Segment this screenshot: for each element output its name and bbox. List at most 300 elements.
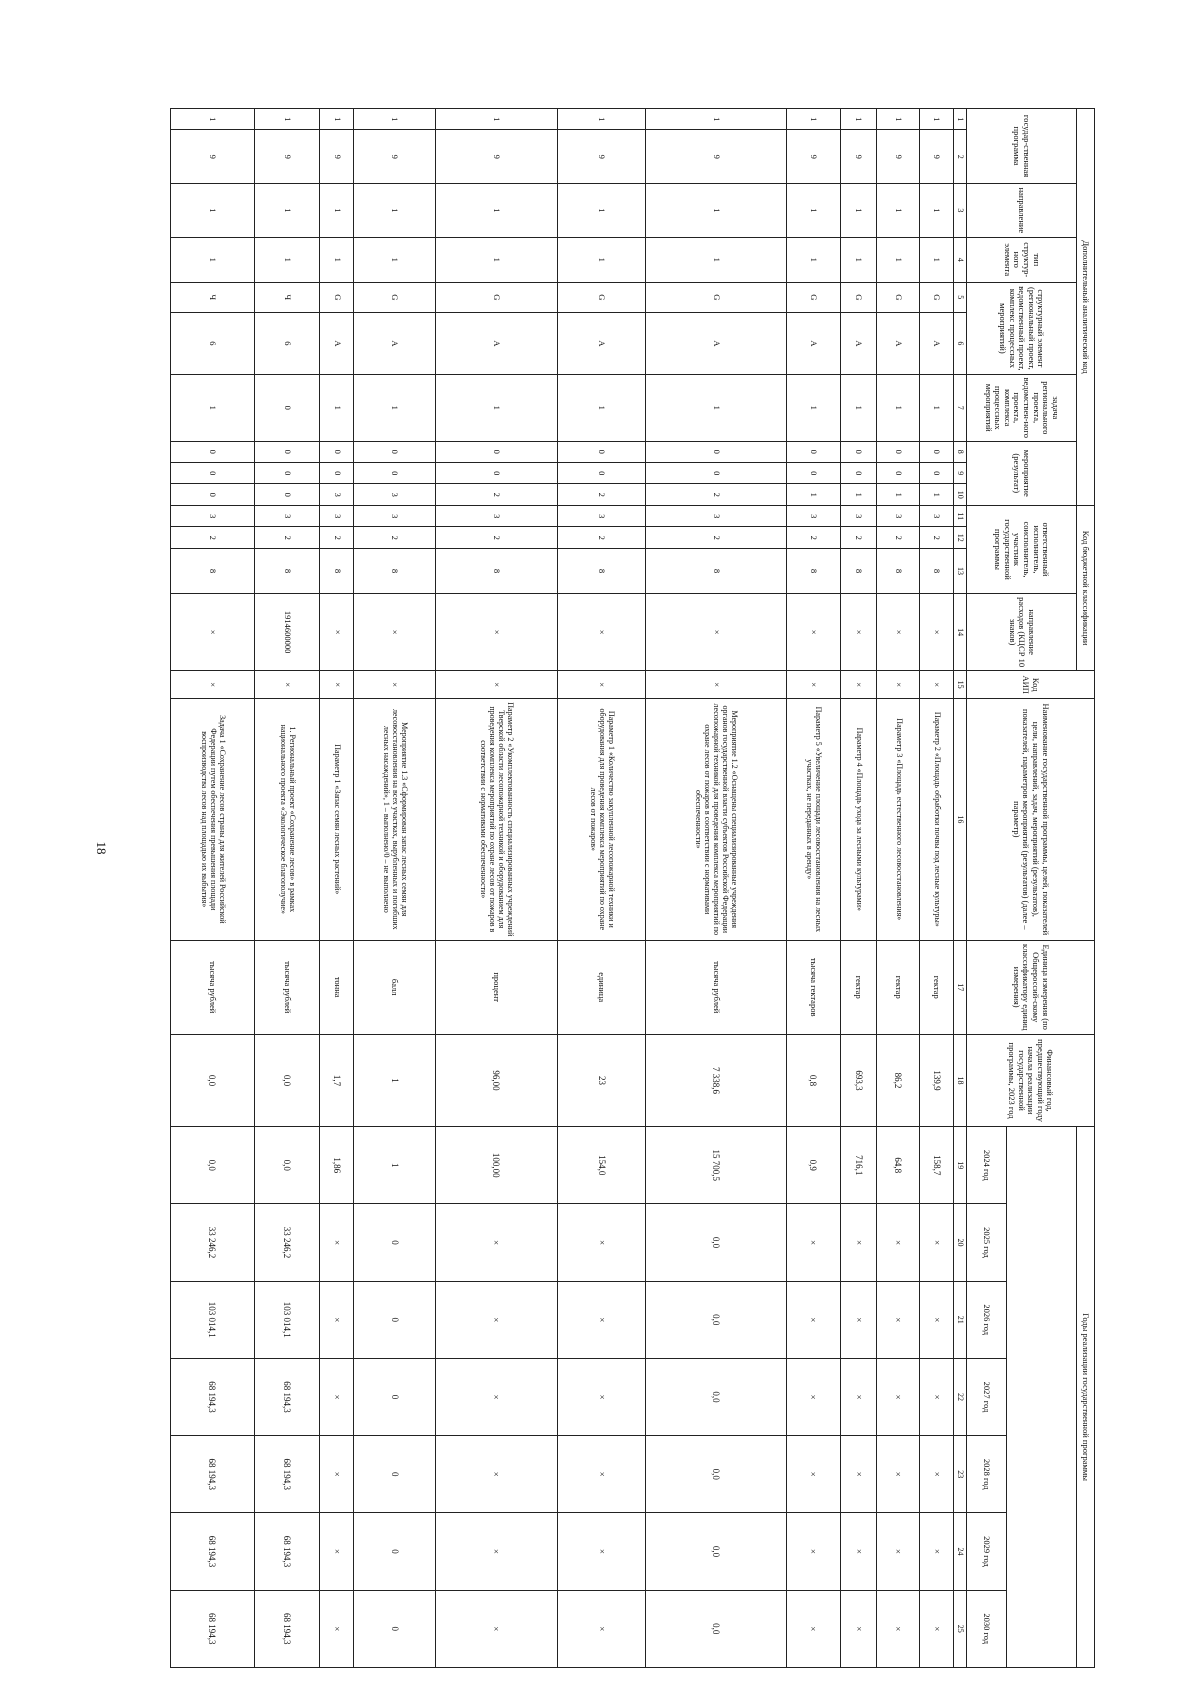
row-value-2026: 103 014,1 bbox=[254, 1281, 320, 1358]
row-code-c9: 0 bbox=[786, 462, 840, 483]
row-value-2027: × bbox=[435, 1358, 557, 1435]
row-code-c7: 1 bbox=[558, 375, 646, 442]
table-row bbox=[254, 109, 320, 1668]
row-code-c13: 8 bbox=[840, 548, 876, 593]
row-code-c15: × bbox=[877, 671, 920, 699]
row-value-2023: 86,2 bbox=[877, 1034, 920, 1126]
row-value-2024: 64,8 bbox=[877, 1127, 920, 1204]
row-value-2025: × bbox=[435, 1204, 557, 1281]
row-code-c2: 9 bbox=[320, 130, 354, 184]
row-value-2029: × bbox=[320, 1513, 354, 1590]
column-number: 10 bbox=[954, 484, 967, 506]
column-number: 16 bbox=[954, 699, 967, 940]
row-value-2025: × bbox=[786, 1204, 840, 1281]
row-code-c4: 1 bbox=[840, 237, 876, 282]
row-code-c7: 1 bbox=[435, 375, 557, 442]
row-code-c1: 1 bbox=[435, 109, 557, 130]
row-value-2028: 68 194,3 bbox=[254, 1436, 320, 1513]
row-value-2026: × bbox=[840, 1281, 876, 1358]
column-number: 20 bbox=[954, 1204, 967, 1281]
header-measure: мероприятие (результат) bbox=[967, 441, 1077, 505]
row-value-2027: × bbox=[877, 1358, 920, 1435]
column-number: 14 bbox=[954, 593, 967, 670]
header-struct-type: тип структур-ного элемента bbox=[967, 237, 1077, 282]
row-code-c9: 0 bbox=[171, 462, 255, 483]
row-code-c4: 1 bbox=[354, 237, 435, 282]
table-body bbox=[171, 109, 954, 1668]
row-code-c13: 8 bbox=[435, 548, 557, 593]
row-code-c15: × bbox=[171, 671, 255, 699]
row-code-c8: 0 bbox=[254, 441, 320, 462]
row-code-c5: G bbox=[877, 282, 920, 312]
header-struct-element: структурный элемент (региональный проект, ведомственный проект, комплекс процессных мероприятий) bbox=[967, 282, 1077, 374]
row-code-c1: 1 bbox=[558, 109, 646, 130]
row-code-c12: 2 bbox=[254, 527, 320, 548]
row-value-2028: × bbox=[877, 1436, 920, 1513]
page-number: 18 bbox=[94, 841, 109, 855]
row-value-2028: × bbox=[320, 1436, 354, 1513]
row-value-2026: × bbox=[435, 1281, 557, 1358]
row-value-2028: × bbox=[558, 1436, 646, 1513]
row-code-c1: 1 bbox=[171, 109, 255, 130]
row-code-c1: 1 bbox=[646, 109, 786, 130]
row-code-c14: × bbox=[354, 593, 435, 670]
row-value-2025: 33 246,2 bbox=[254, 1204, 320, 1281]
row-code-c12: 2 bbox=[320, 527, 354, 548]
row-value-2023: 7 338,6 bbox=[646, 1034, 786, 1126]
row-value-2028: 0,0 bbox=[646, 1436, 786, 1513]
row-code-c6: 6 bbox=[171, 312, 255, 374]
row-value-2024: 0,9 bbox=[786, 1127, 840, 1204]
row-code-c2: 9 bbox=[840, 130, 876, 184]
row-code-c7: 1 bbox=[840, 375, 876, 442]
header-direction: направление bbox=[967, 184, 1077, 238]
row-code-c3: 1 bbox=[840, 184, 876, 238]
row-code-c4: 1 bbox=[920, 237, 954, 282]
row-code-c7: 1 bbox=[786, 375, 840, 442]
column-number: 19 bbox=[954, 1127, 967, 1204]
row-code-c7: 1 bbox=[320, 375, 354, 442]
row-code-c9: 0 bbox=[840, 462, 876, 483]
row-value-2023: 23 bbox=[558, 1034, 646, 1126]
row-value-2025: × bbox=[920, 1204, 954, 1281]
row-unit-cell: единица bbox=[558, 940, 646, 1034]
row-code-c12: 2 bbox=[171, 527, 255, 548]
row-code-c2: 9 bbox=[254, 130, 320, 184]
row-code-c3: 1 bbox=[171, 184, 255, 238]
header-program: государ-ственная программа bbox=[967, 109, 1077, 184]
row-code-c13: 8 bbox=[558, 548, 646, 593]
row-value-2026: × bbox=[920, 1281, 954, 1358]
row-code-c7: 1 bbox=[877, 375, 920, 442]
row-code-c9: 0 bbox=[877, 462, 920, 483]
row-code-c5: G bbox=[558, 282, 646, 312]
column-number: 21 bbox=[954, 1281, 967, 1358]
group-header-years: Годы реализации государственной программы bbox=[1077, 1127, 1095, 1668]
row-value-2024: 1 bbox=[354, 1127, 435, 1204]
row-code-c10: 2 bbox=[558, 484, 646, 506]
row-code-c12: 2 bbox=[646, 527, 786, 548]
row-code-c11: 3 bbox=[877, 506, 920, 527]
row-value-2030: × bbox=[877, 1590, 920, 1667]
row-code-c11: 3 bbox=[786, 506, 840, 527]
row-value-2023: 0,0 bbox=[171, 1034, 255, 1126]
row-value-2029: × bbox=[558, 1513, 646, 1590]
column-number: 4 bbox=[954, 237, 967, 282]
row-value-2028: × bbox=[786, 1436, 840, 1513]
row-value-2029: 0 bbox=[354, 1513, 435, 1590]
column-number: 8 bbox=[954, 441, 967, 462]
row-value-2029: × bbox=[840, 1513, 876, 1590]
table-row bbox=[435, 109, 557, 1668]
row-unit-cell: тонна bbox=[320, 940, 354, 1034]
column-number: 18 bbox=[954, 1034, 967, 1126]
row-code-c13: 8 bbox=[320, 548, 354, 593]
row-value-2024: 1,86 bbox=[320, 1127, 354, 1204]
row-code-c1: 1 bbox=[254, 109, 320, 130]
row-code-c14: × bbox=[786, 593, 840, 670]
row-value-2023: 139,9 bbox=[920, 1034, 954, 1126]
row-value-2025: × bbox=[558, 1204, 646, 1281]
row-code-c9: 0 bbox=[254, 462, 320, 483]
column-number: 25 bbox=[954, 1590, 967, 1667]
header-task: задача регионального проекта, ведомствен-ного проекта, комплекса процессных мероприятий bbox=[967, 375, 1077, 442]
row-value-2030: 0,0 bbox=[646, 1590, 786, 1667]
row-code-c5: G bbox=[354, 282, 435, 312]
column-number: 12 bbox=[954, 527, 967, 548]
row-value-2027: 0,0 bbox=[646, 1358, 786, 1435]
column-number: 11 bbox=[954, 506, 967, 527]
row-name-cell: Параметр 4 «Площадь ухода за лесными культурами» bbox=[840, 699, 876, 940]
row-code-c14: × bbox=[840, 593, 876, 670]
row-code-c10: 3 bbox=[320, 484, 354, 506]
row-unit-cell: тысяча гектаров bbox=[786, 940, 840, 1034]
row-value-2029: 68 194,3 bbox=[171, 1513, 255, 1590]
header-year-2029: 2029 год bbox=[967, 1513, 1007, 1590]
row-code-c1: 1 bbox=[320, 109, 354, 130]
row-code-c3: 1 bbox=[877, 184, 920, 238]
row-code-c10: 0 bbox=[254, 484, 320, 506]
row-value-2029: 68 194,3 bbox=[254, 1513, 320, 1590]
row-value-2024: 15 700,5 bbox=[646, 1127, 786, 1204]
row-value-2029: × bbox=[435, 1513, 557, 1590]
row-code-c12: 2 bbox=[840, 527, 876, 548]
row-code-c8: 0 bbox=[840, 441, 876, 462]
row-code-c4: 1 bbox=[320, 237, 354, 282]
row-value-2027: × bbox=[920, 1358, 954, 1435]
row-code-c11: 3 bbox=[920, 506, 954, 527]
row-code-c11: 3 bbox=[558, 506, 646, 527]
column-number: 5 bbox=[954, 282, 967, 312]
column-number: 17 bbox=[954, 940, 967, 1034]
row-value-2026: × bbox=[320, 1281, 354, 1358]
row-value-2026: × bbox=[558, 1281, 646, 1358]
row-code-c13: 8 bbox=[786, 548, 840, 593]
column-number: 23 bbox=[954, 1436, 967, 1513]
row-code-c13: 8 bbox=[920, 548, 954, 593]
row-name-cell: Параметр 1 «Запас семян лесных растений» bbox=[320, 699, 354, 940]
column-number: 3 bbox=[954, 184, 967, 238]
row-code-c3: 1 bbox=[920, 184, 954, 238]
row-unit-cell: тысяча рублей bbox=[646, 940, 786, 1034]
row-value-2026: × bbox=[786, 1281, 840, 1358]
row-code-c7: 0 bbox=[254, 375, 320, 442]
row-code-c7: 1 bbox=[920, 375, 954, 442]
row-code-c6: А bbox=[920, 312, 954, 374]
row-code-c9: 0 bbox=[435, 462, 557, 483]
row-code-c9: 0 bbox=[320, 462, 354, 483]
row-code-c10: 2 bbox=[435, 484, 557, 506]
row-code-c7: 1 bbox=[171, 375, 255, 442]
row-value-2023: 693,3 bbox=[840, 1034, 876, 1126]
row-value-2024: 0,0 bbox=[254, 1127, 320, 1204]
row-code-c14: × bbox=[920, 593, 954, 670]
row-code-c4: 1 bbox=[254, 237, 320, 282]
row-unit-cell: гектар bbox=[920, 940, 954, 1034]
row-code-c8: 0 bbox=[786, 441, 840, 462]
row-code-c1: 1 bbox=[840, 109, 876, 130]
row-name-cell: Мероприятие 1.3 «Сформирован запас лесных семян для лесовосстановления на всех участках, вырубленных и погибших лесных насаждений», 1 – выполнено/0 – не выполнено bbox=[354, 699, 435, 940]
table-stage bbox=[170, 108, 1095, 1668]
table-row bbox=[920, 109, 954, 1668]
row-code-c1: 1 bbox=[877, 109, 920, 130]
row-code-c3: 1 bbox=[254, 184, 320, 238]
row-value-2028: × bbox=[920, 1436, 954, 1513]
column-numbers-row bbox=[954, 109, 967, 1668]
row-value-2030: 68 194,3 bbox=[254, 1590, 320, 1667]
row-code-c2: 9 bbox=[877, 130, 920, 184]
row-code-c12: 2 bbox=[354, 527, 435, 548]
row-name-cell: Параметр 2 «Укомплектованность специализированных учреждений Тверской области лесопожарной техникой и оборудованием для проведения комплекса мероприятий по охране лесов от пожаров в соответствии с нормативами обеспеченности» bbox=[435, 699, 557, 940]
row-code-c15: × bbox=[320, 671, 354, 699]
header-name: Наименование государственной программы, целей, показателей цели, направлений, задач, мероприятий (результатов), показателей, параметров мероприятий (результатов) (далее – параметр) bbox=[967, 699, 1095, 940]
header-year-2026: 2026 год bbox=[967, 1281, 1007, 1358]
row-code-c10: 0 bbox=[171, 484, 255, 506]
row-code-c3: 1 bbox=[354, 184, 435, 238]
row-name-cell: Параметр 2 «Площадь обработки почвы под лесные культуры» bbox=[920, 699, 954, 940]
row-value-2027: × bbox=[558, 1358, 646, 1435]
row-value-2027: 68 194,3 bbox=[254, 1358, 320, 1435]
row-code-c7: 1 bbox=[646, 375, 786, 442]
row-code-c4: 1 bbox=[786, 237, 840, 282]
row-value-2024: 100,00 bbox=[435, 1127, 557, 1204]
row-value-2026: × bbox=[877, 1281, 920, 1358]
row-code-c8: 0 bbox=[877, 441, 920, 462]
row-value-2029: × bbox=[786, 1513, 840, 1590]
row-code-c6: 6 bbox=[254, 312, 320, 374]
row-code-c4: 1 bbox=[171, 237, 255, 282]
row-code-c6: А bbox=[435, 312, 557, 374]
row-value-2030: × bbox=[840, 1590, 876, 1667]
row-code-c5: G bbox=[840, 282, 876, 312]
row-name-cell: Мероприятие 1.2 «Оснащены специализированные учреждения органов государственной власти субъектов Российской Федерации лесопожарной техникой для проведения комплекса мероприятий по охране лесов от пожаров в соответствии с нормативами обеспеченности» bbox=[646, 699, 786, 940]
row-value-2028: × bbox=[840, 1436, 876, 1513]
table-row bbox=[320, 109, 354, 1668]
row-code-c1: 1 bbox=[786, 109, 840, 130]
column-number: 22 bbox=[954, 1358, 967, 1435]
row-code-c12: 2 bbox=[877, 527, 920, 548]
row-code-c5: Ч bbox=[171, 282, 255, 312]
row-code-c8: 0 bbox=[920, 441, 954, 462]
row-code-c1: 1 bbox=[920, 109, 954, 130]
header-year-2025: 2025 год bbox=[967, 1204, 1007, 1281]
row-value-2030: × bbox=[786, 1590, 840, 1667]
row-code-c15: × bbox=[254, 671, 320, 699]
row-code-c4: 1 bbox=[435, 237, 557, 282]
column-number: 1 bbox=[954, 109, 967, 130]
program-table bbox=[170, 108, 1095, 1668]
row-code-c3: 1 bbox=[435, 184, 557, 238]
row-code-c15: × bbox=[435, 671, 557, 699]
row-code-c2: 9 bbox=[558, 130, 646, 184]
row-value-2025: × bbox=[840, 1204, 876, 1281]
row-code-c14: 1914600000 bbox=[254, 593, 320, 670]
rotated-table-wrapper bbox=[170, 108, 1095, 1668]
table-row bbox=[646, 109, 786, 1668]
header-unit: Единица измерения (по Общероссий-скому классификатору единиц измерения) bbox=[967, 940, 1095, 1034]
row-code-c13: 8 bbox=[877, 548, 920, 593]
row-code-c2: 9 bbox=[646, 130, 786, 184]
row-code-c10: 2 bbox=[646, 484, 786, 506]
row-value-2023: 1,7 bbox=[320, 1034, 354, 1126]
row-code-c6: А bbox=[354, 312, 435, 374]
row-value-2029: × bbox=[920, 1513, 954, 1590]
column-number: 7 bbox=[954, 375, 967, 442]
row-value-2030: × bbox=[320, 1590, 354, 1667]
row-unit-cell: гектар bbox=[877, 940, 920, 1034]
column-number: 2 bbox=[954, 130, 967, 184]
row-code-c3: 1 bbox=[646, 184, 786, 238]
row-code-c8: 0 bbox=[171, 441, 255, 462]
row-code-c5: G bbox=[920, 282, 954, 312]
header-expense: направление расходов (КЦСР 10 знаков) bbox=[967, 593, 1077, 670]
row-code-c3: 1 bbox=[786, 184, 840, 238]
row-unit-cell: процент bbox=[435, 940, 557, 1034]
header-year-2024: 2024 год bbox=[967, 1127, 1007, 1204]
row-code-c5: Ч bbox=[254, 282, 320, 312]
table-row bbox=[354, 109, 435, 1668]
header-executor: ответственный исполнитель, соисполнитель, участник государственной программы bbox=[967, 506, 1077, 594]
row-code-c7: 1 bbox=[354, 375, 435, 442]
row-code-c14: × bbox=[558, 593, 646, 670]
row-name-cell: Параметр 1 «Количество закупленной лесопожарной техники и оборудования для проведения комплекса мероприятий по охране лесов от пожаров» bbox=[558, 699, 646, 940]
column-number: 15 bbox=[954, 671, 967, 699]
row-code-c11: 3 bbox=[435, 506, 557, 527]
row-value-2029: × bbox=[877, 1513, 920, 1590]
row-code-c11: 3 bbox=[254, 506, 320, 527]
row-code-c15: × bbox=[786, 671, 840, 699]
row-code-c8: 0 bbox=[320, 441, 354, 462]
row-code-c15: × bbox=[646, 671, 786, 699]
row-code-c14: × bbox=[646, 593, 786, 670]
column-number: 24 bbox=[954, 1513, 967, 1590]
row-value-2028: 0 bbox=[354, 1436, 435, 1513]
row-code-c6: А bbox=[840, 312, 876, 374]
row-code-c8: 0 bbox=[435, 441, 557, 462]
table-row bbox=[558, 109, 646, 1668]
row-code-c2: 9 bbox=[354, 130, 435, 184]
row-code-c11: 3 bbox=[646, 506, 786, 527]
row-value-2030: 0 bbox=[354, 1590, 435, 1667]
row-value-2030: × bbox=[558, 1590, 646, 1667]
row-code-c3: 1 bbox=[558, 184, 646, 238]
row-code-c15: × bbox=[920, 671, 954, 699]
row-code-c8: 0 bbox=[558, 441, 646, 462]
row-code-c8: 0 bbox=[646, 441, 786, 462]
row-code-c10: 1 bbox=[840, 484, 876, 506]
row-code-c5: G bbox=[646, 282, 786, 312]
row-value-2026: 0,0 bbox=[646, 1281, 786, 1358]
row-code-c13: 8 bbox=[646, 548, 786, 593]
row-code-c6: А bbox=[877, 312, 920, 374]
row-name-cell: Задача 1 «Сохранение лесов страны для жителей Российской Федерации путем обеспечения превышения площади воспроизводства лесов над площадью их выбытия» bbox=[171, 699, 255, 940]
row-unit-cell: гектар bbox=[840, 940, 876, 1034]
row-value-2025: 0 bbox=[354, 1204, 435, 1281]
row-value-2023: 1 bbox=[354, 1034, 435, 1126]
row-value-2027: 68 194,3 bbox=[171, 1358, 255, 1435]
row-unit-cell: тысяча рублей bbox=[171, 940, 255, 1034]
table-row bbox=[786, 109, 840, 1668]
row-code-c2: 9 bbox=[435, 130, 557, 184]
row-value-2026: 0 bbox=[354, 1281, 435, 1358]
row-code-c9: 0 bbox=[646, 462, 786, 483]
row-code-c10: 1 bbox=[877, 484, 920, 506]
row-value-2025: × bbox=[877, 1204, 920, 1281]
row-code-c14: × bbox=[171, 593, 255, 670]
row-code-c1: 1 bbox=[354, 109, 435, 130]
row-value-2030: × bbox=[435, 1590, 557, 1667]
row-code-c9: 0 bbox=[558, 462, 646, 483]
column-number: 9 bbox=[954, 462, 967, 483]
row-code-c10: 1 bbox=[920, 484, 954, 506]
column-number: 13 bbox=[954, 548, 967, 593]
row-name-cell: 1. Региональный проект «Сохранение лесов» в рамках национального проекта «Экологическое благополучие» bbox=[254, 699, 320, 940]
header-year-2030: 2030 год bbox=[967, 1590, 1007, 1667]
row-value-2023: 96,00 bbox=[435, 1034, 557, 1126]
years-spacer bbox=[1007, 1127, 1077, 1668]
table-row bbox=[877, 109, 920, 1668]
group-header-budget-code: Код бюджетной классификации bbox=[1077, 506, 1095, 671]
row-code-c14: × bbox=[877, 593, 920, 670]
row-value-2027: 0 bbox=[354, 1358, 435, 1435]
row-code-c11: 3 bbox=[840, 506, 876, 527]
header-aip: Код АИП bbox=[967, 671, 1095, 699]
row-code-c9: 0 bbox=[354, 462, 435, 483]
group-header-dop-code: Дополнительный аналитический код bbox=[1077, 109, 1095, 506]
row-value-2025: × bbox=[320, 1204, 354, 1281]
row-code-c12: 2 bbox=[786, 527, 840, 548]
row-code-c6: А bbox=[786, 312, 840, 374]
row-value-2027: × bbox=[786, 1358, 840, 1435]
row-code-c5: G bbox=[320, 282, 354, 312]
row-value-2024: 158,7 bbox=[920, 1127, 954, 1204]
row-code-c15: × bbox=[558, 671, 646, 699]
table-row bbox=[171, 109, 255, 1668]
row-code-c11: 3 bbox=[354, 506, 435, 527]
table-row bbox=[840, 109, 876, 1668]
row-value-2024: 716,1 bbox=[840, 1127, 876, 1204]
row-code-c4: 1 bbox=[646, 237, 786, 282]
row-code-c14: × bbox=[320, 593, 354, 670]
row-value-2030: 68 194,3 bbox=[171, 1590, 255, 1667]
row-code-c9: 0 bbox=[920, 462, 954, 483]
header-year-2028: 2028 год bbox=[967, 1436, 1007, 1513]
row-code-c10: 3 bbox=[354, 484, 435, 506]
row-value-2029: 0,0 bbox=[646, 1513, 786, 1590]
row-value-2027: × bbox=[320, 1358, 354, 1435]
row-code-c13: 8 bbox=[254, 548, 320, 593]
row-name-cell: Параметр 5 «Увеличение площади лесовосстановления на лесных участках, не переданных в аренду» bbox=[786, 699, 840, 940]
